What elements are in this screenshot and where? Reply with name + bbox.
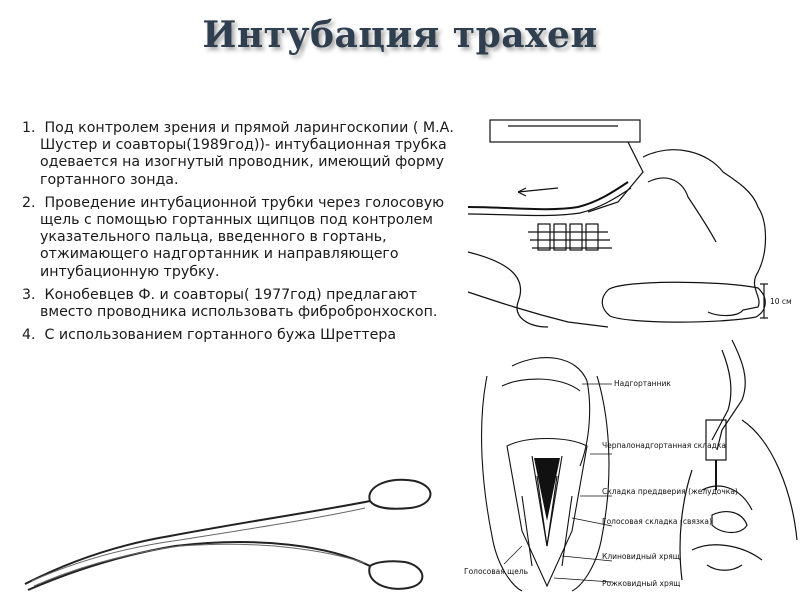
item-text: Под контролем зрения и прямой ларингоскопии ( М.А. Шустер и соавторы(1989год))- интубационная трубка одевается на изогнутый проводник, имеющий форму гортанного зонда.: [40, 120, 454, 188]
larynx-illustration: [462, 346, 738, 596]
label-cuneiform: Клиновидный хрящ: [602, 552, 680, 561]
item-number: 4.: [22, 327, 36, 344]
forceps-illustration: [20, 466, 440, 596]
list-item: [22, 287, 462, 321]
method-list: [22, 120, 462, 350]
head-profile-illustration: [468, 112, 800, 340]
label-epiglottis: Надгортанник: [614, 379, 671, 388]
item-text: Проведение интубационной трубки через голосовую щель с помощью гортанных щипцов под контролем указательного пальца, введенного в гортань, отжимающего надгортанник и направляющего интубационную трубку.: [40, 194, 445, 280]
label-aryepiglottic-fold-text: Черпалонадгортанная складка: [602, 441, 726, 450]
label-corniculate: Рожковидный хрящ: [602, 579, 681, 588]
label-vestibular-fold: Складка преддверия (желудочка): [602, 487, 738, 496]
slide-title: Интубация трахеи: [202, 14, 598, 56]
list-item: [22, 195, 462, 281]
list-item: [22, 327, 462, 344]
item-text: Конобевцев Ф. и соавторы( 1977год) предлагают вместо проводника использовать фибробронхоскоп.: [40, 286, 438, 321]
label-glottis: Голосовая щель: [464, 567, 529, 576]
item-number: 1.: [22, 120, 36, 136]
item-number: 3.: [22, 286, 36, 303]
label-vocal-fold: Голосовая складка (связка): [602, 517, 712, 526]
list-item: [22, 120, 462, 189]
measure-label: 10 см: [770, 297, 792, 306]
bronchoscope-illustration: [672, 340, 800, 596]
item-number: 2.: [22, 194, 36, 211]
item-text: С использованием гортанного бужа Шреттера: [44, 327, 397, 344]
